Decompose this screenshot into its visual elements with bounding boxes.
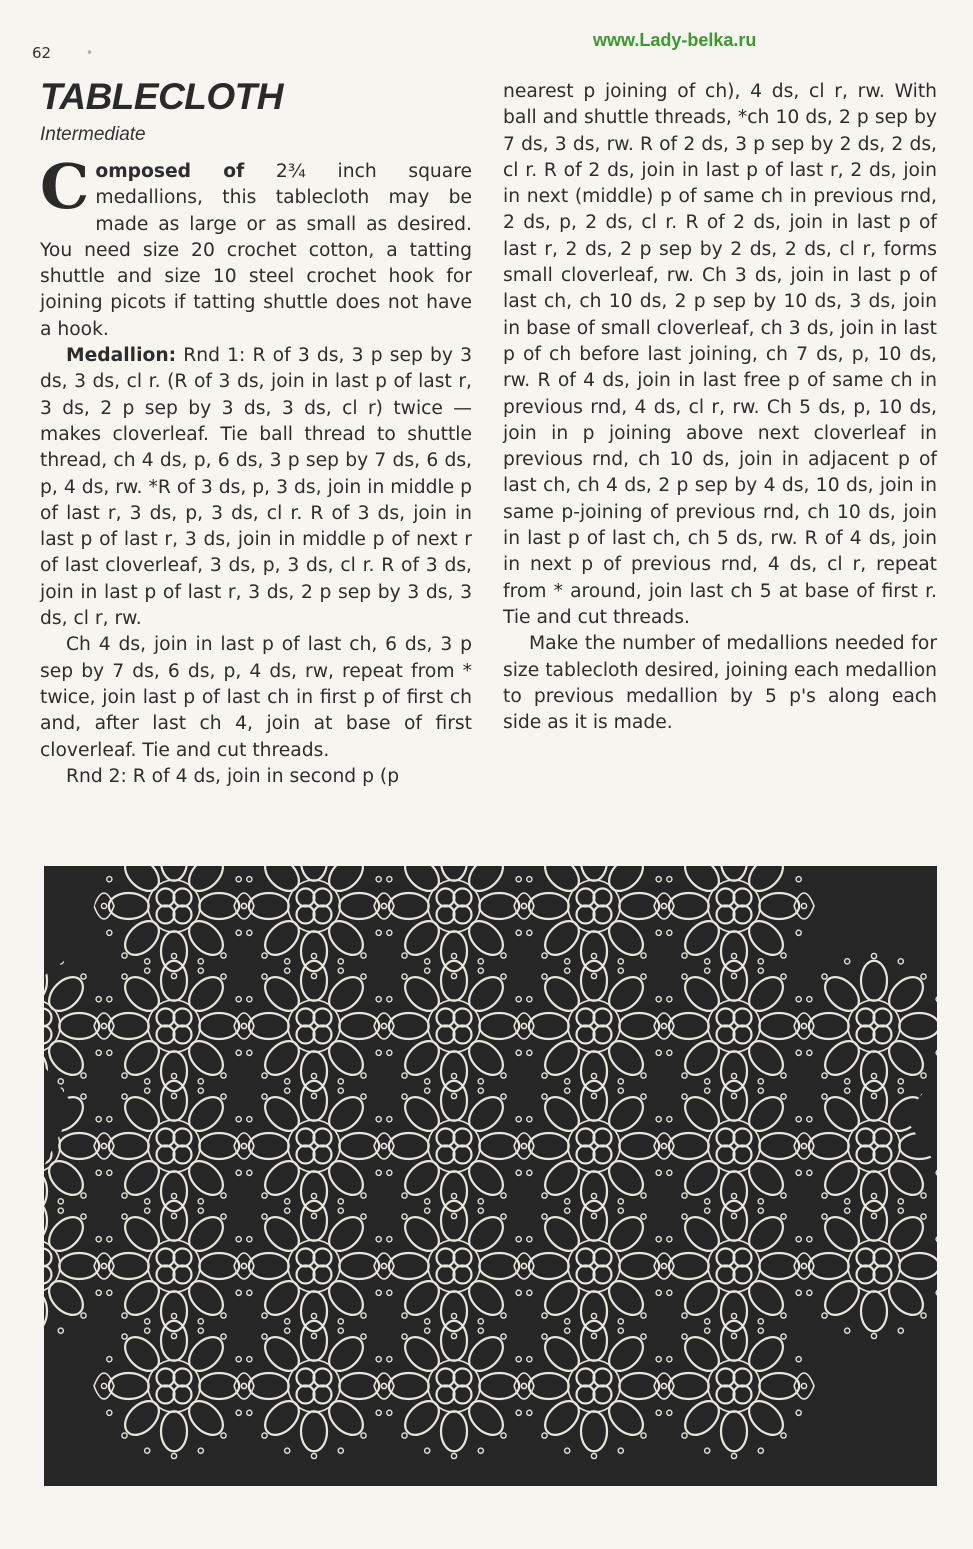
- photo-background-notch: [44, 866, 104, 976]
- intro-paragraph: [40, 150, 472, 343]
- lace-medallion: [381, 953, 526, 1098]
- lace-chain: [794, 1253, 814, 1279]
- lace-chain: [94, 1253, 114, 1279]
- medallion-text: Rnd 1: R of 3 ds, 3 p sep by 3 ds, 3 ds, cl r. (R of 3 ds, join in last p of last r, 3 ds, 2 p sep by 3 ds, 3 ds, cl r) twice — makes cloverleaf. Tie ball thread to shuttle thread, ch 4 ds, p, 6 ds, 3 p sep by 7 ds, 6 ds, p, 4 ds, rw. *R of 3 ds, p, 3 ds, join in middle p of last r, 3 ds, p, 3 ds, cl r. R of 3 ds, join in last p of last r, 3 ds, join in middle p of next r of last cloverleaf, 3 ds, p, 3 ds, cl r. R of 3 ds, join in last p of last r, 3 ds, 2 p sep by 3 ds, 3 ds, cl r, rw.: [40, 345, 472, 630]
- lace-medallion: [101, 953, 246, 1098]
- lace-medallion: [661, 1193, 806, 1338]
- lace-chain: [234, 1133, 254, 1159]
- lace-chain: [514, 1013, 534, 1039]
- lace-chain: [514, 1253, 534, 1279]
- lace-medallion: [101, 1073, 246, 1218]
- lace-chain: [374, 1133, 394, 1159]
- ch4-paragraph: Ch 4 ds, join in last p of last ch, 6 ds, 3 p sep by 7 ds, 6 ds, p, 4 ds, rw, repeat from * twice, join last p of last ch in first p of first ch and, after last ch 4, join at base of first cloverleaf. Tie and cut threads.: [40, 634, 472, 761]
- lace-medallion: [44, 1193, 107, 1338]
- lace-medallion: [661, 1313, 806, 1458]
- rnd2-text-start: Rnd 2: R of 4 ds, join in second p (p: [66, 765, 400, 787]
- lace-medallion: [661, 953, 806, 1098]
- photo-background-notch: [904, 1076, 937, 1166]
- lace-medallion: [101, 1313, 246, 1458]
- lace-chain: [94, 1373, 114, 1399]
- lace-chain: [374, 1253, 394, 1279]
- article-title: TABLECLOTH: [40, 76, 283, 117]
- lace-medallion: [521, 1313, 666, 1458]
- lace-chain: [654, 893, 674, 919]
- lace-chain: [514, 893, 534, 919]
- lace-chain: [514, 1133, 534, 1159]
- lace-chain: [794, 1373, 814, 1399]
- lace-pattern-image: [44, 866, 937, 1486]
- lace-chain: [794, 1013, 814, 1039]
- lace-medallion: [44, 953, 107, 1098]
- lace-chain: [94, 1133, 114, 1159]
- lace-medallion: [801, 1073, 937, 1218]
- left-column: [40, 150, 472, 790]
- lace-medallion: [241, 953, 386, 1098]
- rnd2-text-continued: nearest p joining of ch), 4 ds, cl r, rw. With ball and shuttle threads, *ch 10 ds, 2 p sep by 7 ds, 3 ds, rw. R of 2 ds, 3 p sep by 2 ds, 2 ds, cl r. R of 2 ds, join in last p of last r, 2 ds, join in next (middle) p of same ch in previous rnd, 2 ds, p, 2 ds, cl r. R of 2 ds, join in last p of last r, 2 ds, 2 p sep by 2 ds, 2 ds, cl r, forms small cloverleaf, rw. Ch 3 ds, join in last p of last ch, ch 10 ds, 2 p sep by 10 ds, 3 ds, join in base of small cloverleaf, ch 3 ds, join in last p of ch before last joining, ch 7 ds, p, 10 ds, rw. R of 4 ds, join in last free p of same ch in previous rnd, 4 ds, cl r, rw. Ch 5 ds, p, 10 ds, join in p joining above next cloverleaf in previous rnd, ch 10 ds, join in adjacent p of last ch, ch 4 ds, 2 p sep by 4 ds, 10 ds, join in same p-joining of previous rnd, ch 10 ds, join in last p of last ch, ch 5 ds, rw. R of 4 ds, join in next p of previous rnd, 4 ds, cl r, repeat from * around, join last ch 5 at base of first r. Tie and cut threads.: [503, 81, 937, 628]
- right-column: [503, 79, 937, 736]
- intro-text: 2¾ inch square medallions, this tablecloth may be made as large or as small as desired. You need size 20 crochet cotton, a tatting shuttle and size 10 steel crochet hook for joining picots if tatting shuttle does not have a hook.: [40, 161, 472, 340]
- lace-medallion: [381, 1073, 526, 1218]
- lace-chain: [94, 893, 114, 919]
- medallion-lead: Medallion:: [66, 345, 177, 367]
- lace-medallion: [381, 1313, 526, 1458]
- lace-medallion: [521, 953, 666, 1098]
- lace-medallion: [241, 1193, 386, 1338]
- lace-chain: [234, 893, 254, 919]
- lace-medallion: [801, 1193, 937, 1338]
- lace-chain: [794, 893, 814, 919]
- photo-background-notch: [884, 866, 937, 966]
- rnd2-continued: [503, 79, 937, 631]
- lace-chain: [374, 1013, 394, 1039]
- lace-chain: [654, 1133, 674, 1159]
- lace-chain: [654, 1013, 674, 1039]
- photo-background-notch: [874, 1386, 937, 1486]
- lace-chain: [94, 1013, 114, 1039]
- dropcap-letter: C: [40, 150, 90, 223]
- lace-chain: [234, 1253, 254, 1279]
- medallion-paragraph: [40, 343, 472, 632]
- lace-medallion: [521, 1073, 666, 1218]
- lace-medallion: [801, 953, 937, 1098]
- lace-chain: [374, 1373, 394, 1399]
- lace-medallion: [241, 1073, 386, 1218]
- lace-medallion: [521, 1193, 666, 1338]
- lace-chain: [654, 1253, 674, 1279]
- lace-chain: [234, 1373, 254, 1399]
- lace-chain: [794, 1133, 814, 1159]
- page-number: 62: [32, 44, 52, 62]
- lace-medallion: [101, 1193, 246, 1338]
- lace-chain: [654, 1373, 674, 1399]
- lace-medallion: [661, 1073, 806, 1218]
- lace-chain: [514, 1373, 534, 1399]
- lace-medallion: [381, 1193, 526, 1338]
- lace-medallion: [241, 1313, 386, 1458]
- lace-chain: [234, 1013, 254, 1039]
- article-subtitle: Intermediate: [40, 124, 146, 145]
- lace-chain: [374, 893, 394, 919]
- rnd2-paragraph: [40, 764, 472, 790]
- site-url-link[interactable]: www.Lady-belka.ru: [593, 30, 757, 50]
- page-dot: •: [86, 46, 94, 60]
- intro-lead: omposed of: [95, 161, 245, 182]
- make-paragraph: Make the number of medallions needed for size tablecloth desired, joining each medallion to previous medallion by 5 p's along each side as it is made.: [503, 633, 937, 734]
- tablecloth-photo: [44, 866, 937, 1486]
